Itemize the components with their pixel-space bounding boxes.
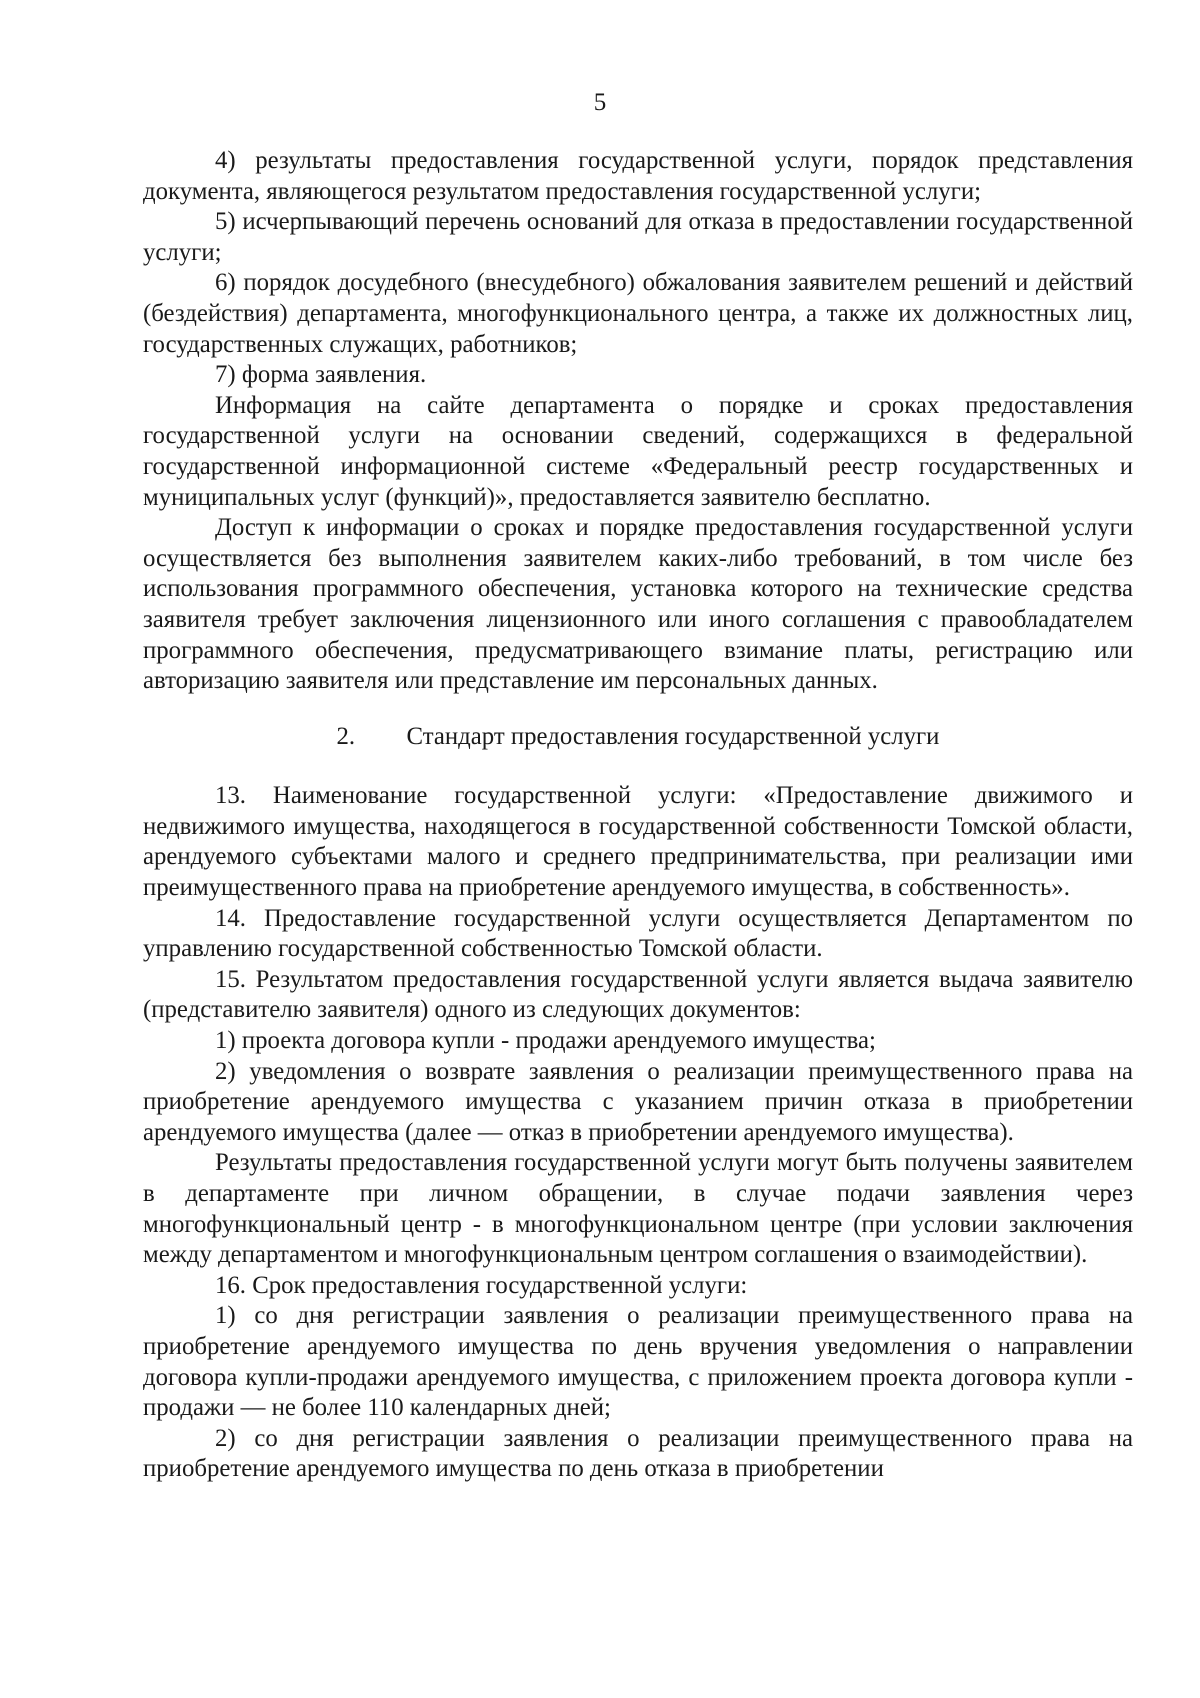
page-number: 5 [593, 89, 607, 116]
paragraph-appeal-procedure: 6) порядок досудебного (внесудебного) обжалования заявителем решений и действий (бездействия) департамента, многофункционального центра, а также их должностных лиц, государственных служащих, работников; [143, 269, 1133, 358]
document-body [143, 146, 1133, 1485]
paragraph-website-information: Информация на сайте департамента о порядке и сроках предоставления государственной услуги на основании сведений, содержащихся в федеральной государственной информационной системе «Федеральный реестр государственных и муниципальных услуг (функций)», предоставляется заявителю бесплатно. [143, 391, 1133, 511]
paragraph-results-of-service: 4) результаты предоставления государственной услуги, порядок представления документа, являющегося результатом предоставления государственной услуги; [143, 147, 1133, 205]
paragraph-application-form: 7) форма заявления. [215, 361, 427, 389]
section-title: Стандарт предоставления государственной услуги [406, 722, 940, 750]
paragraph-13-service-name: 13. Наименование государственной услуги: «Предоставление движимого и недвижимого имущества, находящегося в государственной собственности Томской области, арендуемого субъектами малого и среднего предпринимательства, при реализации ими преимущественного права на приобретение арендуемого имущества, в собственность». [143, 782, 1133, 902]
paragraph-14-provider: 14. Предоставление государственной услуги осуществляется Департаментом по управлению государственной собственностью Томской области. [143, 904, 1133, 963]
paragraph-results-receipt: Результаты предоставления государственной услуги могут быть получены заявителем в департаменте при личном обращении, в случае подачи заявления через многофункциональный центр - в многофункциональном центре (при условии заключения между департаментом и многофункциональным центром соглашения о взаимодействии). [143, 1149, 1133, 1269]
paragraph-15-item-1: 1) проекта договора купли - продажи арендуемого имущества; [215, 1027, 876, 1055]
paragraph-refusal-grounds: 5) исчерпывающий перечень оснований для отказа в предоставлении государственной услуги; [143, 208, 1133, 266]
section-heading [143, 722, 1133, 753]
paragraph-15-item-2: 2) уведомления о возврате заявления о реализации преимущественного права на приобретение арендуемого имущества с указанием причин отказа в приобретении арендуемого имущества (далее — отказ в приобретении арендуемого имущества). [143, 1057, 1133, 1146]
paragraph-information-access: Доступ к информации о сроках и порядке предоставления государственной услуги осуществляется без выполнения заявителем каких-либо требований, в том числе без использования программного обеспечения, установка которого на технические средства заявителя требует заключения лицензионного или иного соглашения с правообладателем программного обеспечения, предусматривающего взимание платы, регистрацию или авторизацию заявителя или представление им персональных данных. [143, 514, 1133, 695]
section-number: 2. [336, 722, 356, 750]
paragraph-16-item-1: 1) со дня регистрации заявления о реализации преимущественного права на приобретение арендуемого имущества по день вручения уведомления о направлении договора купли-продажи арендуемого имущества, с приложением проекта договора купли - продажи — не более 110 календарных дней; [143, 1302, 1133, 1422]
paragraph-15-result: 15. Результатом предоставления государственной услуги является выдача заявителю (представителю заявителя) одного из следующих документов: [143, 965, 1133, 1024]
paragraph-16-item-2: 2) со дня регистрации заявления о реализации преимущественного права на приобретение арендуемого имущества по день отказа в приобретении [143, 1424, 1133, 1483]
paragraph-16-term: 16. Срок предоставления государственной услуги: [215, 1271, 748, 1299]
